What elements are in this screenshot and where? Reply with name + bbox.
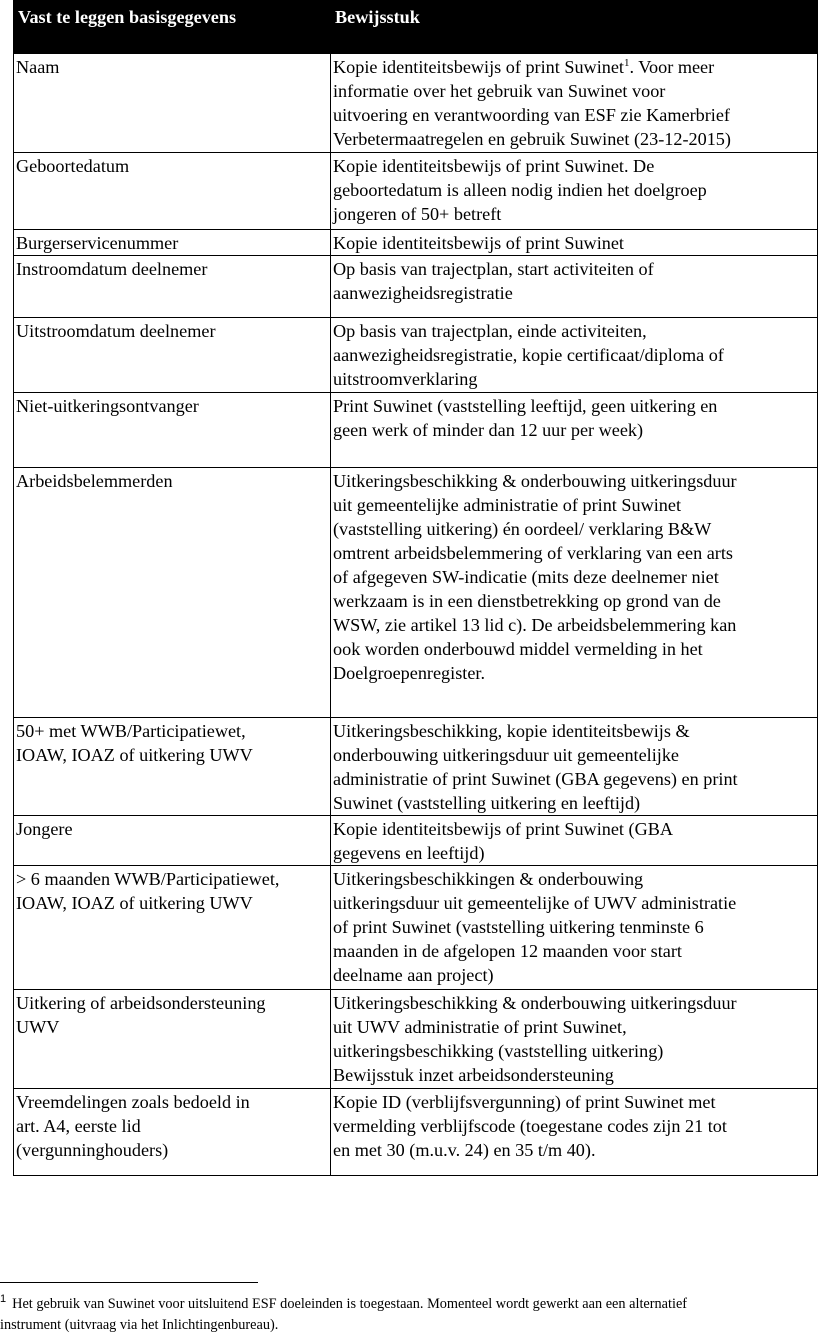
field-cell: Instroomdatum deelnemer xyxy=(14,256,331,318)
table-row xyxy=(14,153,818,230)
evidence-text-continued: . Voor meer informatie over het gebruik van Suwinet voor uitvoering en verantwoording van ESF zie Kamerbrief Verbetermaatregelen en gebruik Suwinet (23-12-2015) xyxy=(333,57,731,149)
field-cell: Arbeidsbelemmerden xyxy=(14,468,331,718)
evidence-cell: Kopie identiteitsbewijs of print Suwinet. De geboortedatum is alleen nodig indien het doelgroep jongeren of 50+ betreft xyxy=(331,153,818,230)
footnote-mark: 1 xyxy=(0,1293,7,1306)
field-cell: Naam xyxy=(14,54,331,153)
field-cell: Uitkering of arbeidsondersteuning UWV xyxy=(14,990,331,1089)
field-cell: Geboortedatum xyxy=(14,153,331,230)
field-cell: Uitstroomdatum deelnemer xyxy=(14,318,331,393)
column-header-evidence: Bewijsstuk xyxy=(331,1,818,54)
table-row xyxy=(14,1089,818,1176)
evidence-cell: Op basis van trajectplan, start activiteiten of aanwezigheidsregistratie xyxy=(331,256,818,318)
field-cell: Vreemdelingen zoals bedoeld in art. A4, eerste lid (vergunninghouders) xyxy=(14,1089,331,1176)
evidence-cell: Kopie ID (verblijfsvergunning) of print Suwinet met vermelding verblijfscode (toegestane codes zijn 21 tot en met 30 (m.u.v. 24) en 35 t/m 40). xyxy=(331,1089,818,1176)
table-row xyxy=(14,866,818,990)
table-row xyxy=(14,393,818,468)
field-cell: 50+ met WWB/Participatiewet, IOAW, IOAZ of uitkering UWV xyxy=(14,718,331,816)
evidence-cell: Print Suwinet (vaststelling leeftijd, geen uitkering en geen werk of minder dan 12 uur per week) xyxy=(331,393,818,468)
evidence-cell: Uitkeringsbeschikking, kopie identiteitsbewijs & onderbouwing uitkeringsduur uit gemeentelijke administratie of print Suwinet (GBA gegevens) en print Suwinet (vaststelling uitkering en leeftijd) xyxy=(331,718,818,816)
footnote-divider xyxy=(0,1282,258,1283)
evidence-cell: Kopie identiteitsbewijs of print Suwinet xyxy=(331,230,818,256)
evidence-cell xyxy=(331,54,818,153)
table-row xyxy=(14,468,818,718)
field-cell: Jongere xyxy=(14,816,331,866)
table-row xyxy=(14,990,818,1089)
table-row xyxy=(14,230,818,256)
evidence-cell: Kopie identiteitsbewijs of print Suwinet (GBA gegevens en leeftijd) xyxy=(331,816,818,866)
evidence-text: Kopie identiteitsbewijs of print Suwinet xyxy=(333,57,624,77)
footnote-text: Het gebruik van Suwinet voor uitsluitend ESF doeleinden is toegestaan. Momenteel wordt gewerkt aan een alternatief instrument (uitvraag via het Inlichtingenbureau). xyxy=(0,1296,688,1333)
table-row xyxy=(14,54,818,153)
table-row xyxy=(14,816,818,866)
evidence-cell: Op basis van trajectplan, einde activiteiten, aanwezigheidsregistratie, kopie certificaat/diploma of uitstroomverklaring xyxy=(331,318,818,393)
column-header-field: Vast te leggen basisgegevens xyxy=(14,1,331,54)
field-cell: Niet-uitkeringsontvanger xyxy=(14,393,331,468)
evidence-cell: Uitkeringsbeschikking & onderbouwing uitkeringsduur uit UWV administratie of print Suwinet, uitkeringsbeschikking (vaststelling uitkering) Bewijsstuk inzet arbeidsondersteuning xyxy=(331,990,818,1089)
footnote xyxy=(0,1294,820,1336)
basisgegevens-table xyxy=(13,0,818,1176)
table-header-row xyxy=(14,1,818,54)
table-row xyxy=(14,718,818,816)
table-row xyxy=(14,318,818,393)
footnote-reference: 1 xyxy=(623,56,630,69)
field-cell: Burgerservicenummer xyxy=(14,230,331,256)
evidence-cell: Uitkeringsbeschikking & onderbouwing uitkeringsduur uit gemeentelijke administratie of print Suwinet (vaststelling uitkering) én oordeel/ verklaring B&W omtrent arbeidsbelemmering of verklaring van een arts of afgegeven SW-indicatie (mits deze deelnemer niet werkzaam is in een dienstbetrekking op grond van de WSW, zie artikel 13 lid c). De arbeidsbelemmering kan ook worden onderbouwd middel vermelding in het Doelgroepenregister. xyxy=(331,468,818,718)
table-row xyxy=(14,256,818,318)
evidence-cell: Uitkeringsbeschikkingen & onderbouwing uitkeringsduur uit gemeentelijke of UWV administratie of print Suwinet (vaststelling uitkering tenminste 6 maanden in de afgelopen 12 maanden voor start deelname aan project) xyxy=(331,866,818,990)
field-cell: > 6 maanden WWB/Participatiewet, IOAW, IOAZ of uitkering UWV xyxy=(14,866,331,990)
